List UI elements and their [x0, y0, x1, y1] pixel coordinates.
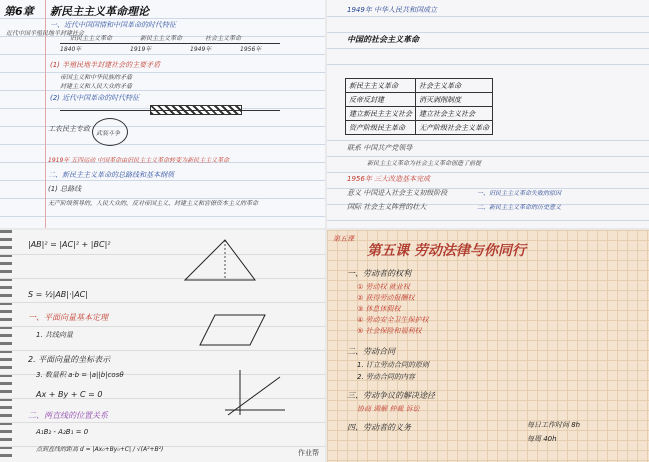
note-line: 二、新民主主义革命的总路线和基本纲领	[48, 171, 174, 179]
chapter-title: 新民主主义革命理论	[50, 5, 149, 18]
timeline-label: 旧民主主义革命	[70, 35, 113, 42]
table-cell: 无产阶级社会主义革命	[416, 121, 493, 135]
note-line: 新民主主义革命为社会主义革命创造了前提	[367, 160, 482, 167]
note-line: 帝国主义和中华民族的矛盾	[60, 74, 133, 81]
math-line: |AB|² = |AC|² + |BC|²	[28, 240, 111, 249]
axes-figure	[220, 365, 290, 420]
photo-history-notes-left	[0, 0, 325, 228]
law-line: ② 获得劳动报酬权	[357, 294, 415, 302]
table-row	[346, 79, 493, 93]
table-row	[346, 121, 493, 135]
note-line: (2) 近代中国革命的时代特征	[50, 94, 140, 102]
table-cell: 消灭剥削制度	[416, 93, 493, 107]
note-line: 联系 中国共产党领导	[347, 144, 413, 152]
law-line: 1. 订立劳动合同的原则	[357, 361, 429, 369]
law-line: ① 劳动权 就业权	[357, 283, 410, 291]
triangle-figure	[175, 235, 265, 285]
law-line: 协商 调解 仲裁 诉讼	[357, 405, 420, 413]
law-line: ⑤ 社会保险和福利权	[357, 327, 422, 335]
law-line: 一、劳动者的权利	[347, 269, 411, 278]
math-line: 3. 数量积 a·b = |a||b|cosθ	[36, 371, 124, 379]
table-cell: 新民主主义革命	[346, 79, 416, 93]
math-line: S = ½|AB|·|AC|	[28, 290, 88, 299]
timeline-year: 1949年	[190, 46, 212, 53]
parallelogram-figure	[190, 310, 270, 350]
law-line: 四、劳动者的义务	[347, 423, 411, 432]
math-line: 二、两直线的位置关系	[28, 411, 108, 420]
law-line: 每日工作时间 8h	[527, 421, 581, 429]
math-line: 1. 共线向量	[36, 331, 73, 339]
timeline-year: 1840年	[60, 46, 82, 53]
note-line: 1956年 三大改造基本完成	[347, 175, 431, 183]
comparison-table	[345, 78, 493, 135]
timeline-label: 新民主主义革命	[140, 35, 183, 42]
note-line: 国际 社会主义阵营的壮大	[347, 203, 427, 211]
photo-math-notes	[0, 230, 325, 462]
note-line: 武装斗争	[96, 130, 121, 137]
math-line: A₁B₂ - A₂B₁ = 0	[36, 428, 89, 436]
table-cell: 资产阶级民主革命	[346, 121, 416, 135]
note-line: 二、新民主主义革命的历史意义	[477, 204, 562, 211]
note-line: (1) 总路线	[48, 185, 82, 193]
lesson-title: 第五课 劳动法律与你同行	[367, 243, 526, 259]
note-line: 工农民主专政	[48, 125, 90, 133]
app-watermark: 作业帮	[298, 449, 319, 457]
note-line: 一、旧民主主义革命失败的原因	[477, 190, 562, 197]
note-line: (1) 半殖民地半封建社会的主要矛盾	[50, 61, 161, 69]
note-line: 近代中国半殖民地半封建社会	[6, 30, 85, 37]
law-line: ④ 劳动安全卫生保护权	[357, 316, 429, 324]
note-line: 一、近代中国国情和中国革命的时代特征	[50, 21, 176, 29]
timeline-year: 1956年	[240, 46, 262, 53]
note-line: 封建主义和人民大众的矛盾	[60, 83, 133, 90]
law-line: ③ 休息休假权	[357, 305, 401, 313]
photo-history-notes-right	[327, 0, 649, 228]
table-cell: 建立新民主主义社会	[346, 107, 416, 121]
math-line: 2. 平面向量的坐标表示	[28, 355, 111, 364]
table-cell: 反帝反封建	[346, 93, 416, 107]
note-subheader: 中国的社会主义革命	[347, 35, 419, 44]
table-cell: 建立社会主义社会	[416, 107, 493, 121]
math-line: 点到直线的距离 d = |Ax₀+By₀+C| / √(A²+B²)	[36, 446, 164, 453]
table-cell: 社会主义革命	[416, 79, 493, 93]
note-header: 1949年 中华人民共和国成立	[347, 6, 438, 14]
chapter-label: 第6章	[4, 5, 34, 18]
law-line: 每周 40h	[527, 435, 557, 443]
timeline-axis	[60, 110, 280, 111]
lesson-tag: 第五课	[333, 235, 354, 243]
note-line: 1919年 五四运动 中国革命由旧民主主义革命转变为新民主主义革命	[48, 157, 230, 164]
law-line: 2. 劳动合同的内容	[357, 373, 415, 381]
math-line: Ax + By + C = 0	[36, 390, 103, 399]
photo-law-notes	[327, 230, 649, 462]
law-line: 三、劳动争议的解决途径	[347, 391, 435, 400]
law-line: 二、劳动合同	[347, 347, 395, 356]
note-line: 无产阶级领导的，人民大众的，反对帝国主义、封建主义和官僚资本主义的革命	[48, 200, 259, 207]
table-row	[346, 93, 493, 107]
math-line: 一、平面向量基本定理	[28, 313, 108, 322]
spiral-binding	[0, 230, 12, 462]
timeline-label: 社会主义革命	[205, 35, 242, 42]
timeline-year: 1919年	[130, 46, 152, 53]
table-row	[346, 107, 493, 121]
note-line: 意义 中国进入社会主义初级阶段	[347, 189, 448, 197]
